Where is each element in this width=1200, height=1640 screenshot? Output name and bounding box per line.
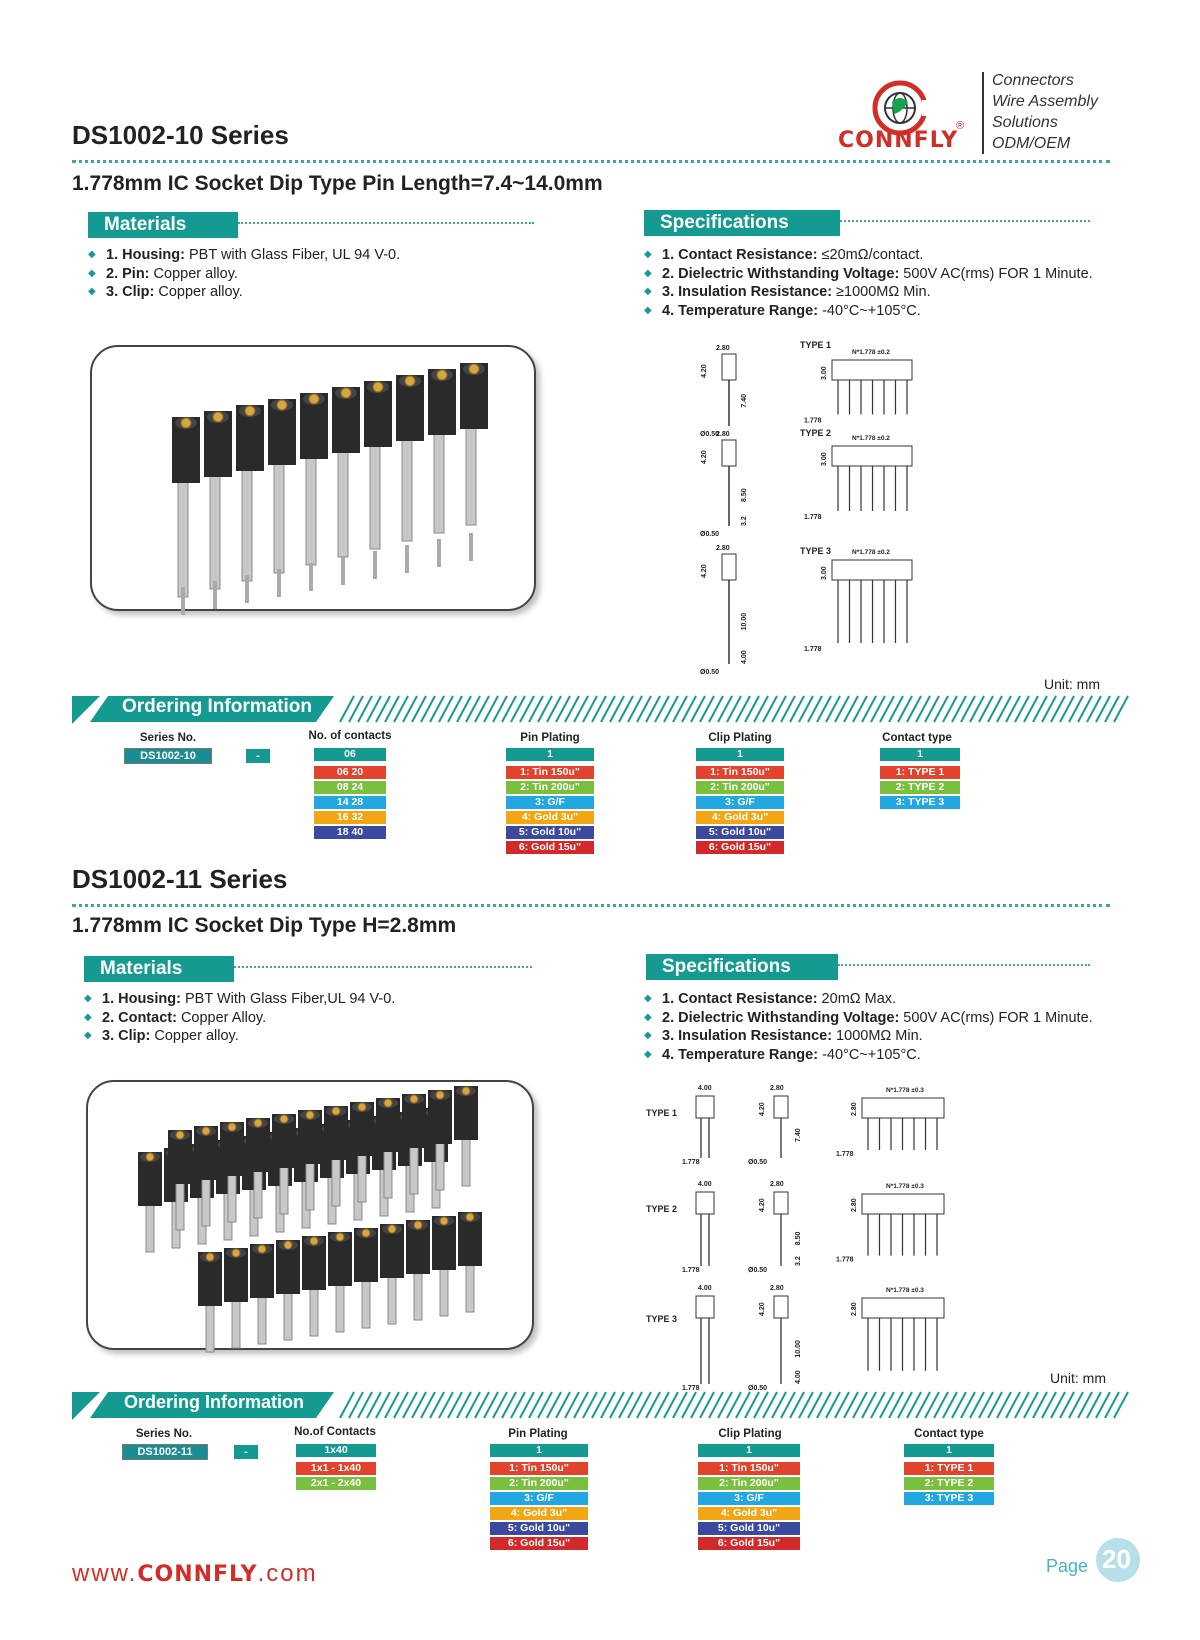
s2-type3-label: TYPE 3 <box>646 1314 678 1324</box>
pitch-label: 1.778 <box>682 1159 700 1166</box>
gold-contact <box>414 1221 422 1229</box>
list-item: 14 28 <box>314 796 386 809</box>
width-label: 2.80 <box>770 1085 784 1092</box>
socket-pin <box>284 1290 292 1340</box>
series1-ordering-heading: Ordering Information <box>122 696 312 717</box>
pin-diameter-label: Ø0.50 <box>748 1267 768 1274</box>
s2-dash: - <box>234 1445 258 1459</box>
side-housing <box>722 354 736 380</box>
s2-type-col <box>904 1444 994 1507</box>
list-item: 1: Tin 150u" <box>696 766 784 779</box>
s1-type-hdr: Contact type <box>882 732 952 744</box>
s1-pin-val: 1 <box>506 748 594 761</box>
socket-pin <box>232 1298 240 1348</box>
front-housing <box>862 1098 944 1118</box>
dual-housing <box>696 1096 714 1118</box>
socket-pin <box>434 429 444 533</box>
gold-contact <box>206 1253 214 1261</box>
side-housing <box>774 1296 788 1318</box>
body-height-label: 2.80 <box>851 1198 858 1212</box>
row-pitch-label: 4.00 <box>698 1085 712 1092</box>
side-housing <box>774 1192 788 1214</box>
list-item: 1x1 - 1x40 <box>296 1462 376 1475</box>
s1-dash: - <box>246 749 270 763</box>
socket-pin <box>384 1148 392 1198</box>
series2-drawings <box>640 1080 1100 1392</box>
pitch-tolerance-label: N*1.778 ±0.3 <box>886 1287 924 1294</box>
list-item: ◆ 3. Insulation Resistance: ≥1000MΩ Min. <box>644 283 1093 302</box>
gold-contact <box>310 1237 318 1245</box>
drawing-type-3 <box>682 1285 944 1392</box>
list-item: ◆ 2. Dielectric Withstanding Voltage: 500V AC(rms) FOR 1 Minute. <box>644 1009 1093 1028</box>
gold-contact <box>437 370 447 380</box>
s1-clip-val: 1 <box>696 748 784 761</box>
body-height-label: 2.80 <box>851 1302 858 1316</box>
tagline-divider <box>982 72 984 154</box>
width-label: 2.80 <box>770 1285 784 1292</box>
socket-pin <box>402 435 412 541</box>
gold-contact <box>410 1095 418 1103</box>
gold-contact <box>181 418 191 428</box>
gold-contact <box>213 412 223 422</box>
housing-height-label: 4.20 <box>759 1198 766 1212</box>
list-item: 3: G/F <box>506 796 594 809</box>
socket-pin-tip <box>277 569 281 597</box>
front-housing <box>862 1298 944 1318</box>
series1-product-photo <box>90 345 536 611</box>
gold-contact <box>202 1127 210 1135</box>
dual-housing <box>696 1192 714 1214</box>
footer-website[interactable]: www.CONNFLY.com <box>72 1560 318 1587</box>
list-item: ◆ 3. Clip: Copper alloy. <box>88 283 400 302</box>
list-item: ◆ 1. Contact Resistance: ≤20mΩ/contact. <box>644 246 1093 265</box>
s1-contacts-hdr: No. of contacts <box>308 730 392 742</box>
gold-contact <box>373 382 383 392</box>
series2-product-photo <box>86 1080 534 1350</box>
tagline-odm-oem: ODM/OEM <box>992 135 1071 152</box>
socket-pin <box>274 459 284 573</box>
s2-contacts-val: 1x40 <box>296 1444 376 1457</box>
series1-materials-rule <box>238 222 534 224</box>
gold-contact <box>245 406 255 416</box>
s2-type-val: 1 <box>904 1444 994 1457</box>
drawing-type-1 <box>700 345 912 438</box>
socket-pin <box>242 465 252 581</box>
drawing-type-3 <box>700 545 912 676</box>
pin-diameter-label: Ø0.50 <box>748 1385 768 1392</box>
list-item: 6: Gold 15u" <box>506 841 594 854</box>
list-item: 2x1 - 2x40 <box>296 1477 376 1490</box>
list-item: ◆ 2. Contact: Copper Alloy. <box>84 1009 395 1028</box>
pitch-tolerance-label: N*1.778 ±0.2 <box>852 549 890 556</box>
series2-dimension-drawings <box>640 1080 1100 1392</box>
front-housing <box>832 560 912 580</box>
series1-title: DS1002-10 Series <box>72 120 289 150</box>
page-indicator <box>1040 1538 1140 1588</box>
series2-specs-rule <box>838 964 1090 966</box>
s1-type-col <box>880 748 960 811</box>
pin-diameter-label: Ø0.50 <box>700 531 720 538</box>
pitch-label: 1.778 <box>804 514 822 521</box>
list-item: 4: Gold 3u" <box>698 1507 800 1520</box>
brand-logo <box>838 72 978 162</box>
list-item: 6: Gold 15u" <box>698 1537 800 1550</box>
gold-contact <box>388 1225 396 1233</box>
socket-pin <box>414 1270 422 1320</box>
socket-pin <box>338 447 348 557</box>
housing-height-label: 4.20 <box>701 564 708 578</box>
socket-pin <box>202 1176 210 1226</box>
socket-pin-tip <box>181 587 185 615</box>
series2-subtitle: 1.778mm IC Socket Dip Type H=2.8mm <box>72 914 457 937</box>
body-height-label: 3.00 <box>821 366 828 380</box>
socket-pin-tip <box>309 563 313 591</box>
socket-pin-tip <box>469 533 473 561</box>
gold-contact <box>440 1217 448 1225</box>
list-item: 2: Tin 200u" <box>490 1477 588 1490</box>
length-label: 10.00 <box>795 1340 802 1358</box>
gold-contact <box>332 1107 340 1115</box>
gold-contact <box>341 388 351 398</box>
list-item: 3: TYPE 3 <box>880 796 960 809</box>
series2-materials-list <box>84 990 395 1046</box>
list-item: 1: Tin 150u" <box>490 1462 588 1475</box>
gold-contact <box>309 394 319 404</box>
list-item: 1: Tin 150u" <box>506 766 594 779</box>
gold-contact <box>469 364 479 374</box>
double-row-socket-image <box>88 1082 532 1348</box>
s1-contacts-col <box>314 748 386 841</box>
gold-contact <box>384 1099 392 1107</box>
socket-pin <box>306 1160 314 1210</box>
list-item: ◆ 3. Clip: Copper alloy. <box>84 1027 395 1046</box>
s2-type-hdr: Contact type <box>914 1428 984 1440</box>
row-pitch-label: 4.00 <box>698 1285 712 1292</box>
list-item: 6: Gold 15u" <box>490 1537 588 1550</box>
list-item: ◆ 1. Housing: PBT With Glass Fiber,UL 94 V-0. <box>84 990 395 1009</box>
length-label: 7.40 <box>741 393 748 408</box>
list-item: 3: TYPE 3 <box>904 1492 994 1505</box>
gold-contact <box>358 1103 366 1111</box>
gold-contact <box>258 1245 266 1253</box>
list-item: 06 20 <box>314 766 386 779</box>
drawing-type-2 <box>682 1181 944 1274</box>
page-number: 20 <box>1102 1544 1131 1574</box>
s2-contacts-col <box>296 1444 376 1492</box>
gold-contact <box>405 376 415 386</box>
socket-pin-tip <box>405 545 409 573</box>
socket-pin <box>410 1144 418 1194</box>
socket-pin <box>332 1156 340 1206</box>
list-item: 08 24 <box>314 781 386 794</box>
series1-subtitle: 1.778mm IC Socket Dip Type Pin Length=7.4~14.0mm <box>72 172 603 195</box>
socket-pin <box>440 1266 448 1316</box>
s2-contacts-hdr: No.of Contacts <box>294 1426 376 1438</box>
series2-title: DS1002-11 Series <box>72 864 288 894</box>
s1-pin-col <box>506 748 594 856</box>
s2-pin-val: 1 <box>490 1444 588 1457</box>
body-height-label: 2.80 <box>851 1102 858 1116</box>
gold-contact <box>362 1229 370 1237</box>
list-item: 5: Gold 10u" <box>698 1522 800 1535</box>
list-item: ◆ 1. Contact Resistance: 20mΩ Max. <box>644 990 1093 1009</box>
list-item: 5: Gold 10u" <box>490 1522 588 1535</box>
series2-ordering-heading: Ordering Information <box>124 1392 304 1412</box>
housing-height-label: 4.20 <box>701 450 708 464</box>
length-label: 8.50 <box>741 488 748 502</box>
length-label: 7.40 <box>795 1128 802 1142</box>
pitch-label: 1.778 <box>682 1267 700 1274</box>
front-housing <box>832 446 912 466</box>
socket-pin-tip <box>341 557 345 585</box>
pitch-label: 1.778 <box>804 646 822 653</box>
single-row-socket-image <box>92 347 534 609</box>
s1-clip-col <box>696 748 784 856</box>
list-item: 1: TYPE 1 <box>880 766 960 779</box>
socket-pin-tip <box>437 539 441 567</box>
drawing-type-1 <box>682 1085 944 1166</box>
s2-series-hdr: Series No. <box>135 1428 193 1440</box>
list-item: 6: Gold 15u" <box>696 841 784 854</box>
list-item: ◆ 3. Insulation Resistance: 1000MΩ Min. <box>644 1027 1093 1046</box>
pitch-tolerance-label: N*1.778 ±0.2 <box>852 349 890 356</box>
tagline-wire-assembly: Wire Assembly <box>992 93 1098 110</box>
s2-pin-hdr: Pin Plating <box>508 1428 568 1440</box>
socket-pin <box>280 1164 288 1214</box>
pitch-label: 1.778 <box>682 1385 700 1392</box>
gold-contact <box>254 1119 262 1127</box>
series1-divider <box>72 160 1110 163</box>
pin-diameter-label: Ø0.50 <box>748 1159 768 1166</box>
socket-pin <box>146 1202 154 1252</box>
socket-pin <box>388 1274 396 1324</box>
width-label: 2.80 <box>770 1181 784 1188</box>
socket-pin-tip <box>245 575 249 603</box>
width-label: 2.80 <box>716 545 730 552</box>
pitch-tolerance-label: N*1.778 ±0.2 <box>852 435 890 442</box>
series1-unit: Unit: mm <box>1044 676 1100 692</box>
page-label: Page <box>1046 1556 1089 1576</box>
s1-type2-label: TYPE 2 <box>800 428 832 438</box>
gold-contact <box>466 1213 474 1221</box>
socket-pin <box>462 1136 470 1186</box>
gold-contact <box>436 1091 444 1099</box>
socket-pin <box>254 1168 262 1218</box>
s2-clip-val: 1 <box>698 1444 800 1457</box>
side-housing <box>774 1096 788 1118</box>
socket-pin <box>210 471 220 589</box>
side-housing <box>722 554 736 580</box>
socket-pin <box>206 1302 214 1352</box>
list-item: 4: Gold 3u" <box>490 1507 588 1520</box>
socket-pin <box>466 423 476 525</box>
list-item: 1: TYPE 1 <box>904 1462 994 1475</box>
list-item: 2: Tin 200u" <box>506 781 594 794</box>
registered-mark: ® <box>956 120 965 132</box>
list-item: 2: TYPE 2 <box>880 781 960 794</box>
gold-contact <box>146 1153 154 1161</box>
row-pitch-label: 4.00 <box>698 1181 712 1188</box>
pitch-tolerance-label: N*1.778 ±0.3 <box>886 1183 924 1190</box>
socket-pin <box>178 477 188 597</box>
socket-pin <box>358 1152 366 1202</box>
series2-specs-heading: Specifications <box>646 954 838 980</box>
series1-specs-list <box>644 246 1093 320</box>
s2-series-val: DS1002-11 <box>122 1444 208 1460</box>
socket-pin <box>258 1294 266 1344</box>
side-housing <box>722 440 736 466</box>
tail-label: 3.2 <box>795 1256 802 1266</box>
gold-contact <box>277 400 287 410</box>
list-item: 1: Tin 150u" <box>698 1462 800 1475</box>
s1-type3-label: TYPE 3 <box>800 546 832 556</box>
s1-clip-hdr: Clip Plating <box>708 732 772 744</box>
front-housing <box>862 1194 944 1214</box>
front-housing <box>832 360 912 380</box>
series1-specs-rule <box>840 220 1090 222</box>
housing-height-label: 4.20 <box>701 364 708 378</box>
pin-diameter-label: Ø0.50 <box>700 669 720 676</box>
list-item: 16 32 <box>314 811 386 824</box>
list-item: 3: G/F <box>696 796 784 809</box>
list-item: ◆ 4. Temperature Range: -40°C~+105°C. <box>644 1046 1093 1065</box>
list-item: 4: Gold 3u" <box>506 811 594 824</box>
tail-label: 4.00 <box>795 1370 802 1384</box>
width-label: 2.80 <box>716 345 730 352</box>
tagline-solutions: Solutions <box>992 114 1058 131</box>
width-label: 2.80 <box>716 431 730 438</box>
s1-type1-label: TYPE 1 <box>800 340 832 350</box>
list-item: ◆ 2. Pin: Copper alloy. <box>88 265 400 284</box>
list-item: 5: Gold 10u" <box>506 826 594 839</box>
tail-label: 4.00 <box>741 650 748 664</box>
gold-contact <box>284 1241 292 1249</box>
length-label: 10.00 <box>741 612 748 631</box>
housing-height-label: 4.20 <box>759 1302 766 1316</box>
socket-pin-tip <box>213 581 217 609</box>
socket-pin <box>466 1262 474 1312</box>
gold-contact <box>306 1111 314 1119</box>
pitch-label: 1.778 <box>804 417 822 425</box>
series2-divider <box>72 904 1110 907</box>
tagline-connectors: Connectors <box>992 72 1074 89</box>
series2-unit: Unit: mm <box>1050 1370 1106 1386</box>
body-height-label: 3.00 <box>821 566 828 580</box>
pitch-label: 1.778 <box>836 1151 854 1158</box>
gold-contact <box>336 1233 344 1241</box>
body-height-label: 3.00 <box>821 452 828 466</box>
list-item: 2: Tin 200u" <box>698 1477 800 1490</box>
socket-pin <box>228 1172 236 1222</box>
s1-pin-hdr: Pin Plating <box>520 732 580 744</box>
dual-housing <box>696 1296 714 1318</box>
s2-pin-col <box>490 1444 588 1552</box>
list-item: 4: Gold 3u" <box>696 811 784 824</box>
list-item: 2: TYPE 2 <box>904 1477 994 1490</box>
gold-contact <box>280 1115 288 1123</box>
socket-pin <box>310 1286 318 1336</box>
drawing-type-2 <box>700 431 912 538</box>
series1-materials-heading: Materials <box>88 212 238 238</box>
series2-specs-list <box>644 990 1093 1064</box>
list-item: 3: G/F <box>490 1492 588 1505</box>
length-label: 8.50 <box>795 1231 802 1246</box>
list-item: ◆ 2. Dielectric Withstanding Voltage: 500V AC(rms) FOR 1 Minute. <box>644 265 1093 284</box>
s1-type-val: 1 <box>880 748 960 761</box>
gold-contact <box>228 1123 236 1131</box>
socket-pin <box>362 1278 370 1328</box>
gold-contact <box>232 1249 240 1257</box>
list-item: 3: G/F <box>698 1492 800 1505</box>
series1-specs-heading: Specifications <box>644 210 840 236</box>
gold-contact <box>462 1087 470 1095</box>
housing-height-label: 4.20 <box>759 1102 766 1116</box>
s1-series-val: DS1002-10 <box>124 748 212 764</box>
socket-pin <box>306 453 316 565</box>
list-item: 5: Gold 10u" <box>696 826 784 839</box>
pitch-tolerance-label: N*1.778 ±0.3 <box>886 1087 924 1094</box>
socket-pin <box>370 441 380 549</box>
socket-pin <box>176 1180 184 1230</box>
series2-materials-heading: Materials <box>84 956 234 982</box>
gold-contact <box>176 1131 184 1139</box>
s1-series-hdr: Series No. <box>139 732 197 744</box>
s2-clip-hdr: Clip Plating <box>718 1428 782 1440</box>
brand-tagline <box>992 70 1098 154</box>
series1-materials-list <box>88 246 400 302</box>
brand-name: CONNFLY <box>838 128 959 153</box>
s2-clip-col <box>698 1444 800 1552</box>
series2-materials-rule <box>234 966 532 968</box>
socket-pin <box>436 1140 444 1190</box>
series1-dimension-drawings <box>700 336 1120 676</box>
series1-drawings <box>700 336 1120 676</box>
list-item: 18 40 <box>314 826 386 839</box>
tail-label: 3.2 <box>741 516 748 526</box>
list-item: ◆ 4. Temperature Range: -40°C~+105°C. <box>644 302 1093 321</box>
pitch-label: 1.778 <box>836 1256 854 1264</box>
list-item: ◆ 1. Housing: PBT with Glass Fiber, UL 94 V-0. <box>88 246 400 265</box>
pin-diameter-label: Ø0.50 <box>700 431 720 438</box>
socket-pin-tip <box>373 551 377 579</box>
s2-type2-label: TYPE 2 <box>646 1204 678 1214</box>
s1-contacts-val: 06 <box>314 748 386 761</box>
socket-pin <box>336 1282 344 1332</box>
s2-type1-label: TYPE 1 <box>646 1108 678 1118</box>
list-item: 2: Tin 200u" <box>696 781 784 794</box>
